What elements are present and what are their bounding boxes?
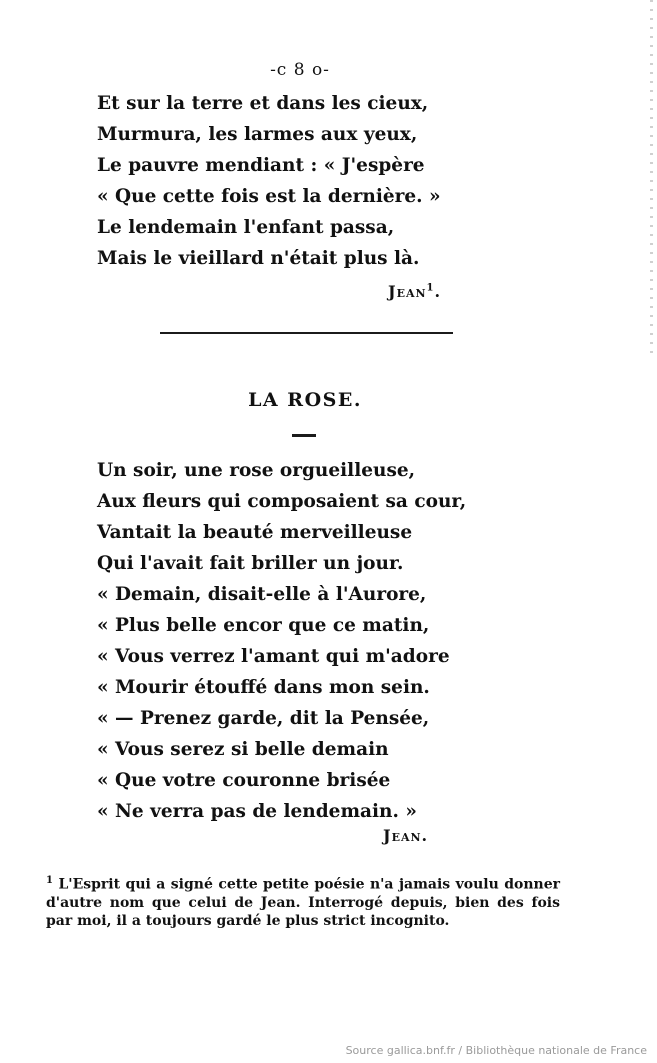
poem-la-rose: [97, 455, 466, 827]
verse-line: Aux fleurs qui composaient sa cour,: [97, 491, 467, 512]
verse-line: « Demain, disait-elle à l'Aurore,: [97, 584, 427, 605]
verse-line: Et sur la terre et dans les cieux,: [97, 93, 429, 114]
poem-signature: [388, 282, 441, 301]
signature-period: .: [434, 282, 442, 301]
verse-line: « Que votre couronne brisée: [97, 770, 391, 791]
poem-signature: Jean.: [383, 826, 429, 845]
verse-line: « Mourir étouffé dans mon sein.: [97, 677, 430, 698]
verse-line: « — Prenez garde, dit la Pensée,: [97, 708, 430, 729]
verse-line: Mais le vieillard n'était plus là.: [97, 248, 420, 269]
verse-line: Murmura, les larmes aux yeux,: [97, 124, 418, 145]
verse-line: Le pauvre mendiant : « J'espère: [97, 155, 425, 176]
page-number: -c 8 o-: [270, 60, 330, 80]
poem-fragment: [97, 88, 441, 274]
verse-line: Un soir, une rose orgueilleuse,: [97, 460, 416, 481]
footnote-text: L'Esprit qui a signé cette petite poésie n'a jamais voulu donner d'autre nom que celui de Jean. Interrogé depuis, bien des fois par moi, il a toujours gardé le plus strict incognito.: [46, 876, 561, 929]
source-credit: Source gallica.bnf.fr / Bibliothèque nationale de France: [345, 1044, 647, 1057]
section-separator: [160, 332, 453, 334]
verse-line: Vantait la beauté merveilleuse: [97, 522, 413, 543]
scan-edge-marks: [650, 0, 653, 360]
title-dash: [292, 434, 316, 437]
footnote: [46, 872, 560, 930]
verse-line: « Ne verra pas de lendemain. »: [97, 801, 417, 822]
verse-line: Le lendemain l'enfant passa,: [97, 217, 395, 238]
verse-line: « Vous serez si belle demain: [97, 739, 389, 760]
verse-line: « Plus belle encor que ce matin,: [97, 615, 430, 636]
footnote-mark: 1: [46, 875, 53, 886]
footnote-reference: 1: [426, 282, 435, 294]
signature-name: Jean: [388, 282, 427, 301]
verse-line: « Vous verrez l'amant qui m'adore: [97, 646, 450, 667]
verse-line: Qui l'avait fait briller un jour.: [97, 553, 404, 574]
verse-line: « Que cette fois est la dernière. »: [97, 186, 441, 207]
section-title: LA ROSE.: [248, 389, 362, 411]
